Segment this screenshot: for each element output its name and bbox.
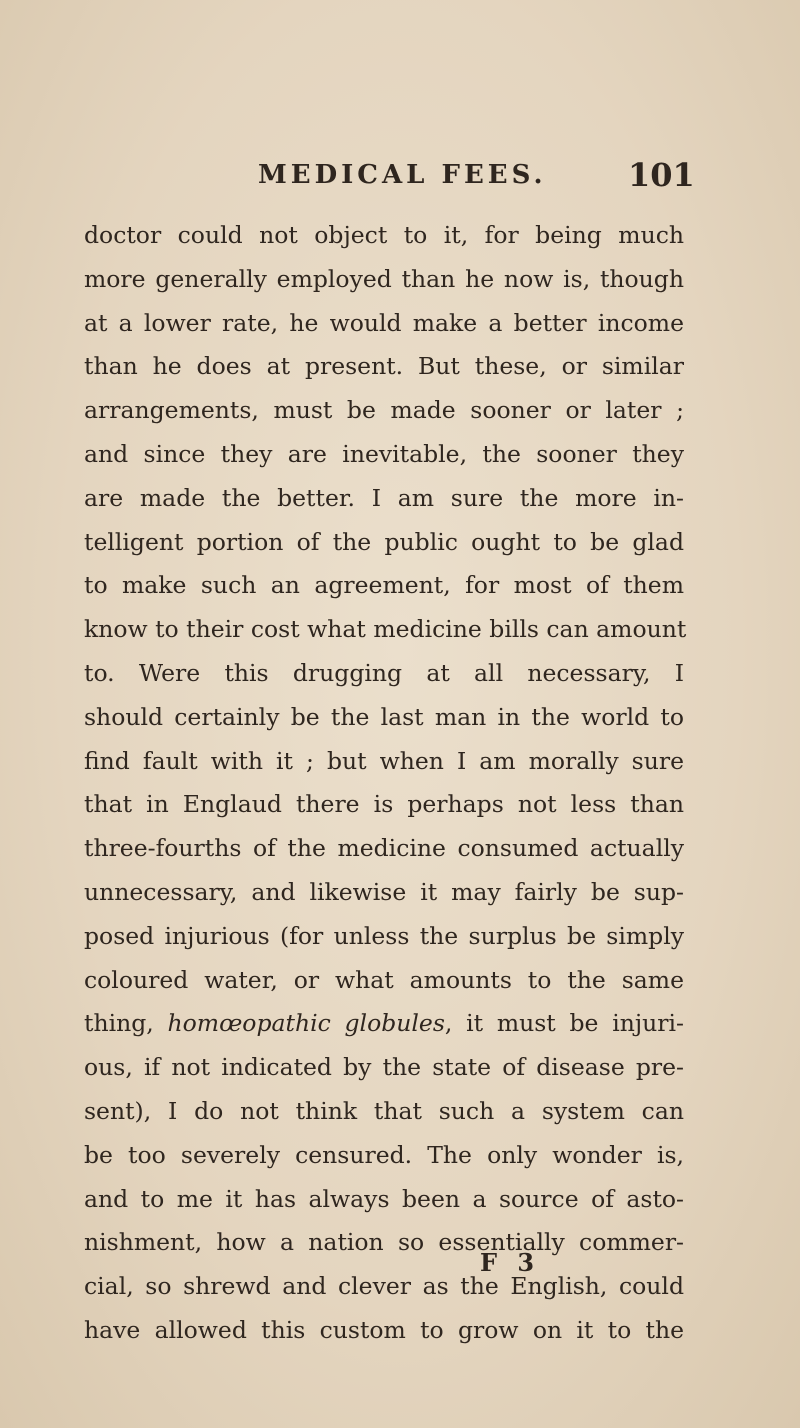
text-line: nishment, how a nation so essentially commer- (84, 1228, 684, 1257)
text-line: and to me it has always been a source of asto- (84, 1184, 684, 1213)
text-line: that in Englaud there is perhaps not less than (84, 790, 684, 819)
italic-phrase: homœopathic globules (167, 1009, 445, 1038)
text-line: know to their cost what medicine bills can amount (84, 615, 687, 644)
text-line: should certainly be the last man in the world to (84, 702, 684, 731)
text-line: ous, if not indicated by the state of disease pre- (84, 1053, 684, 1082)
text-line: than he does at present. But these, or similar (84, 352, 684, 381)
text-line: to make such an agreement, for most of them (84, 571, 684, 600)
page-header (0, 156, 800, 196)
text-line: are made the better. I am sure the more in- (84, 483, 684, 512)
text-line: doctor could not object to it, for being much (84, 221, 684, 249)
text-line: more generally employed than he now is, though (84, 264, 684, 293)
running-title: MEDICAL FEES. (258, 160, 547, 190)
text-line: thing, homœopathic globules, it must be injuri- (84, 1009, 684, 1038)
text-line: be too severely censured. The only wonder is, (84, 1140, 684, 1169)
text-line: telligent portion of the public ought to be glad (84, 527, 684, 556)
text-line: have allowed this custom to grow on it to the (84, 1315, 684, 1344)
text-line: arrangements, must be made sooner or later ; (84, 396, 684, 425)
text-line: posed injurious (for unless the surplus be simply (84, 921, 684, 950)
text-line: find fault with it ; but when I am morally sure (84, 746, 684, 775)
text-line: coloured water, or what amounts to the same (84, 965, 684, 994)
text-line: and since they are inevitable, the sooner they (84, 439, 684, 468)
text-line: cial, so shrewd and clever as the English, could (84, 1272, 684, 1301)
signature-mark: F 3 (480, 1248, 541, 1277)
text-line: unnecessary, and likewise it may fairly be sup- (84, 877, 684, 906)
text-line: three-fourths of the medicine consumed actually (84, 834, 684, 863)
text-line: sent), I do not think that such a system can (84, 1096, 684, 1125)
body-text (84, 214, 687, 1353)
text-line: to. Were this drugging at all necessary, I (84, 658, 684, 687)
text-line: at a lower rate, he would make a better income (84, 308, 684, 337)
page-number: 101 (628, 156, 695, 194)
